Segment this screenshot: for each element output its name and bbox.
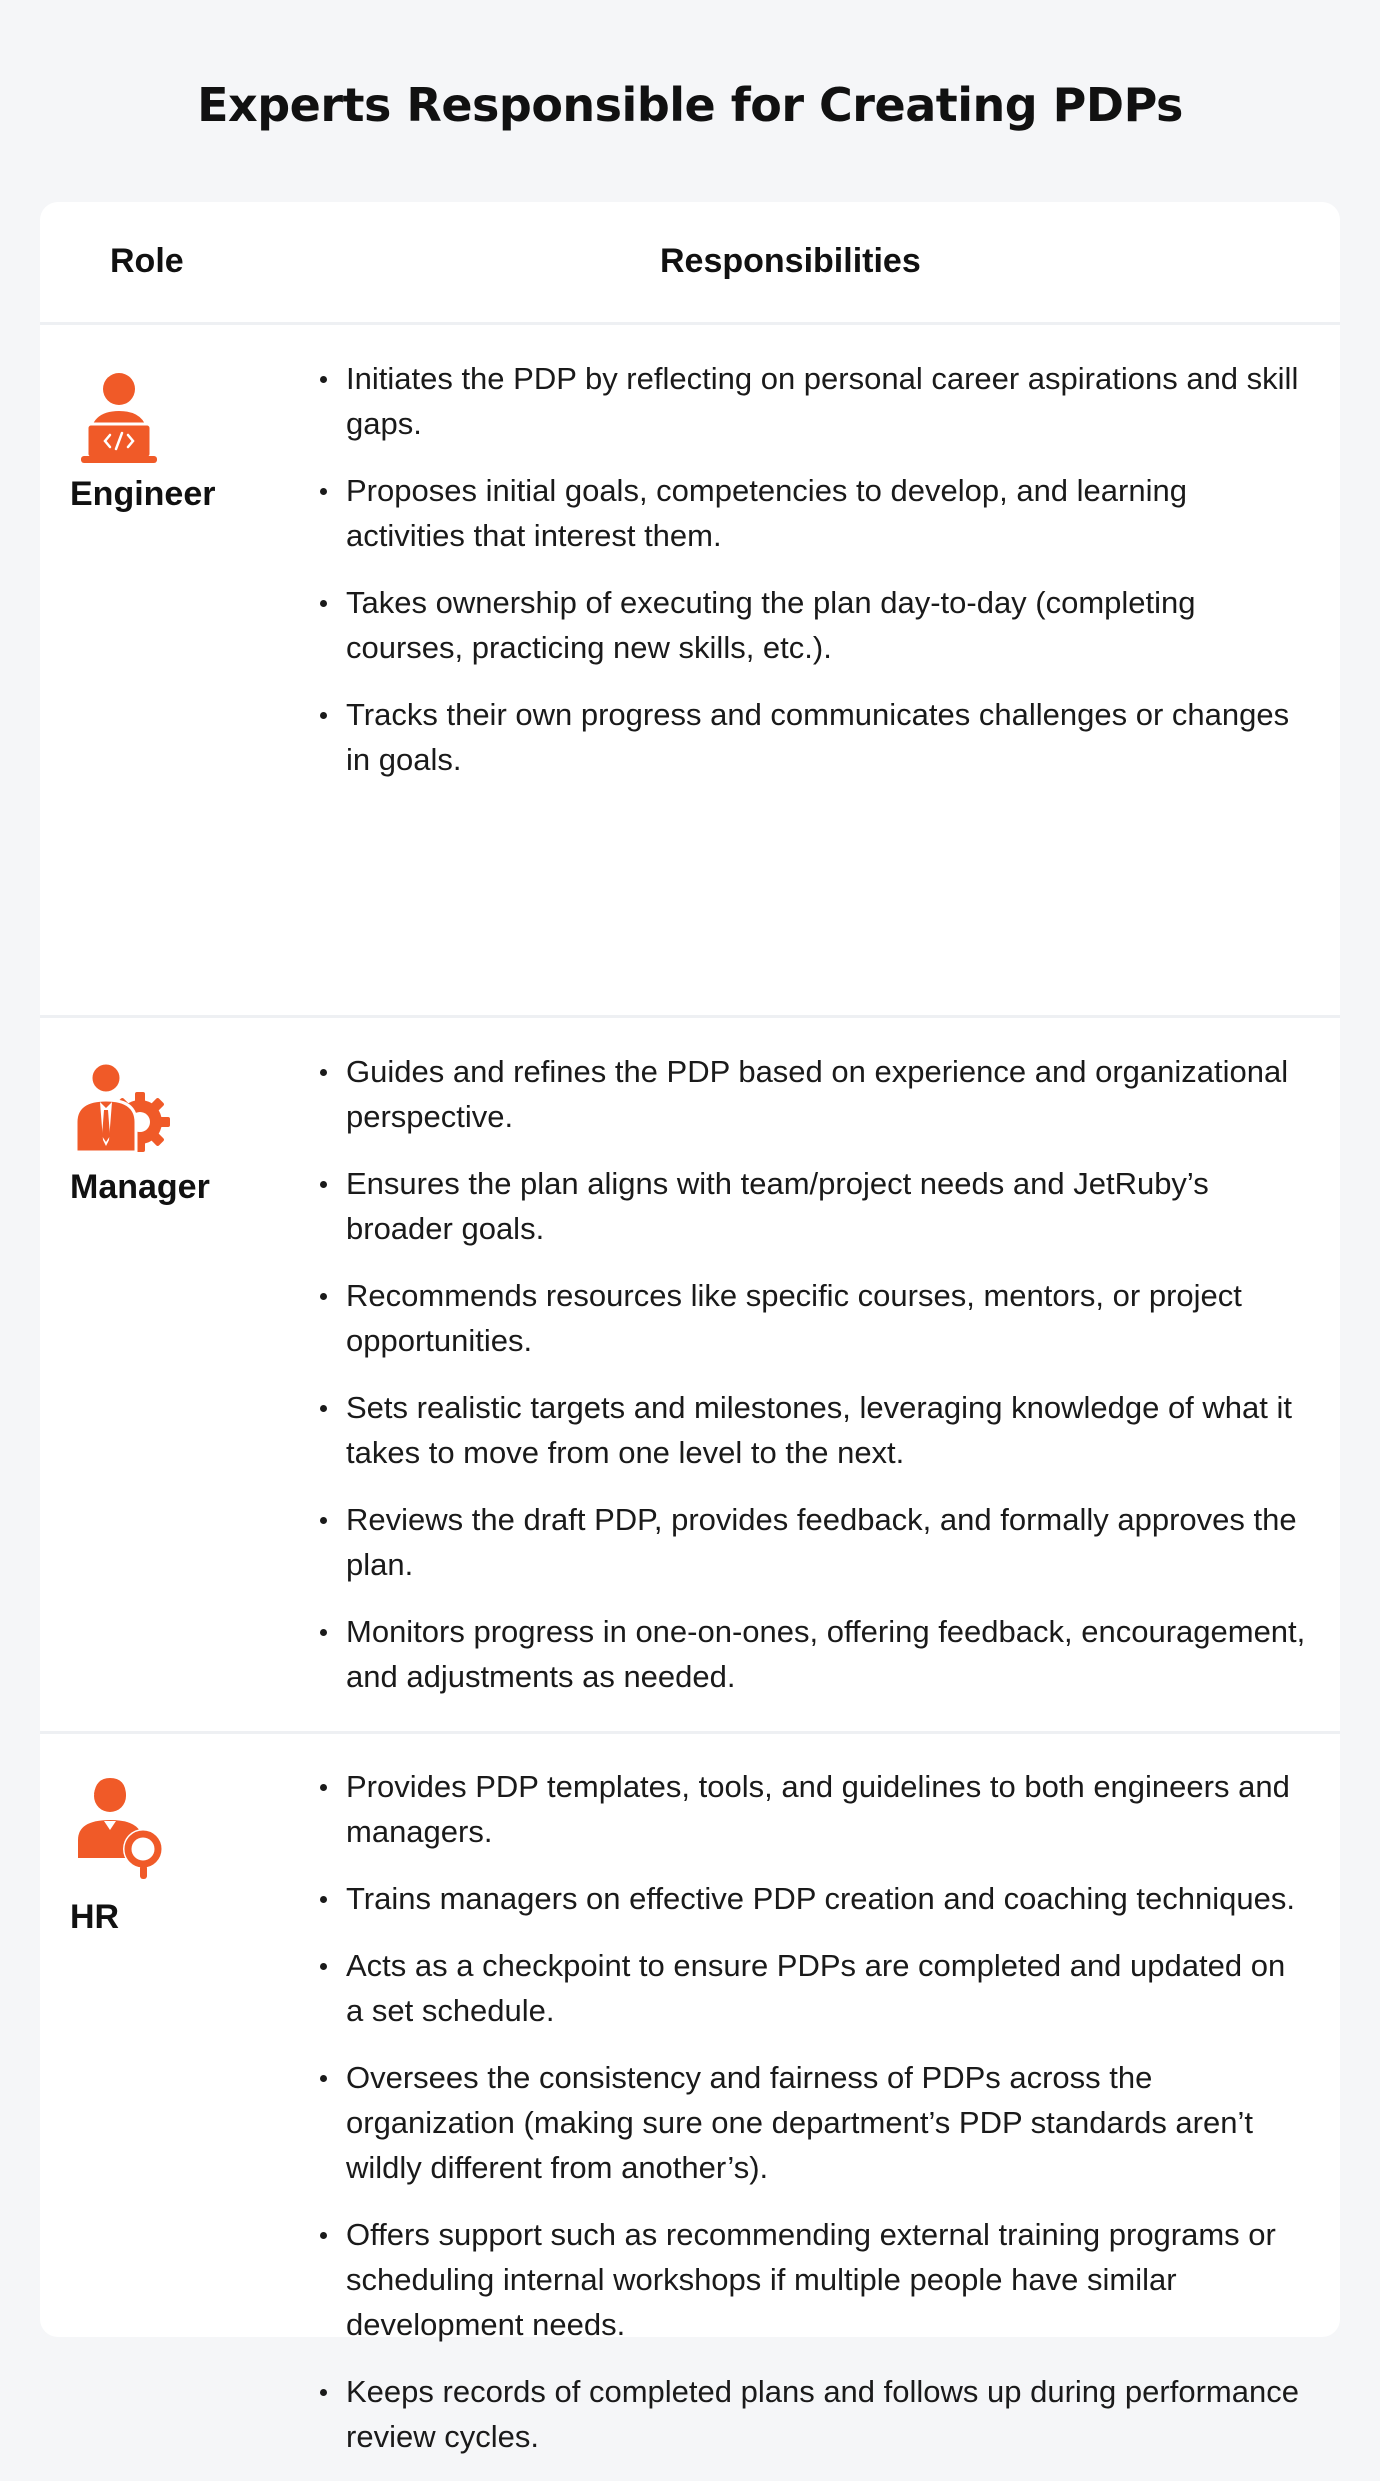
list-item: Trains managers on effective PDP creation and coaching techniques. [310,1876,1310,1921]
list-item: Tracks their own progress and communicates challenges or changes in goals. [310,692,1310,782]
header-role: Role [110,242,184,280]
role-name-hr: HR [70,1898,120,1936]
list-item: Initiates the PDP by reflecting on personal career aspirations and skill gaps. [310,356,1310,446]
engineer-laptop-icon [68,367,178,477]
responsibility-list-manager [310,1049,1310,1721]
list-item: Ensures the plan aligns with team/project needs and JetRuby’s broader goals. [310,1161,1310,1251]
table-header [40,202,1340,325]
list-item: Keeps records of completed plans and follows up during performance review cycles. [310,2369,1310,2459]
responsibility-list-engineer [310,356,1310,804]
list-item: Proposes initial goals, competencies to develop, and learning activities that interest them. [310,468,1310,558]
roles-table [40,202,1340,2454]
role-name-manager: Manager [70,1168,210,1206]
list-item: Guides and refines the PDP based on experience and organizational perspective. [310,1049,1310,1139]
list-item: Reviews the draft PDP, provides feedback, and formally approves the plan. [310,1497,1310,1587]
list-item: Provides PDP templates, tools, and guidelines to both engineers and managers. [310,1764,1310,1854]
header-responsibilities: Responsibilities [660,242,921,280]
list-item: Oversees the consistency and fairness of PDPs across the organization (making sure one department’s PDP standards aren’t wildly different from another’s). [310,2055,1310,2190]
list-item: Offers support such as recommending external training programs or scheduling internal workshops if multiple people have similar development needs. [310,2212,1310,2347]
table-row-hr [40,1734,1340,2454]
list-item: Takes ownership of executing the plan day-to-day (completing courses, practicing new skills, etc.). [310,580,1310,670]
role-name-engineer: Engineer [70,475,216,513]
list-item: Recommends resources like specific courses, mentors, or project opportunities. [310,1273,1310,1363]
responsibility-list-hr [310,1764,1310,2481]
table-row-engineer [40,325,1340,1018]
list-item: Monitors progress in one-on-ones, offering feedback, encouragement, and adjustments as needed. [310,1609,1310,1699]
hr-magnifier-icon [68,1770,178,1880]
list-item: Sets realistic targets and milestones, leveraging knowledge of what it takes to move from one level to the next. [310,1385,1310,1475]
manager-gear-icon [68,1056,178,1166]
page-title: Experts Responsible for Creating PDPs [197,78,1183,132]
table-row-manager [40,1018,1340,1734]
list-item: Acts as a checkpoint to ensure PDPs are completed and updated on a set schedule. [310,1943,1310,2033]
